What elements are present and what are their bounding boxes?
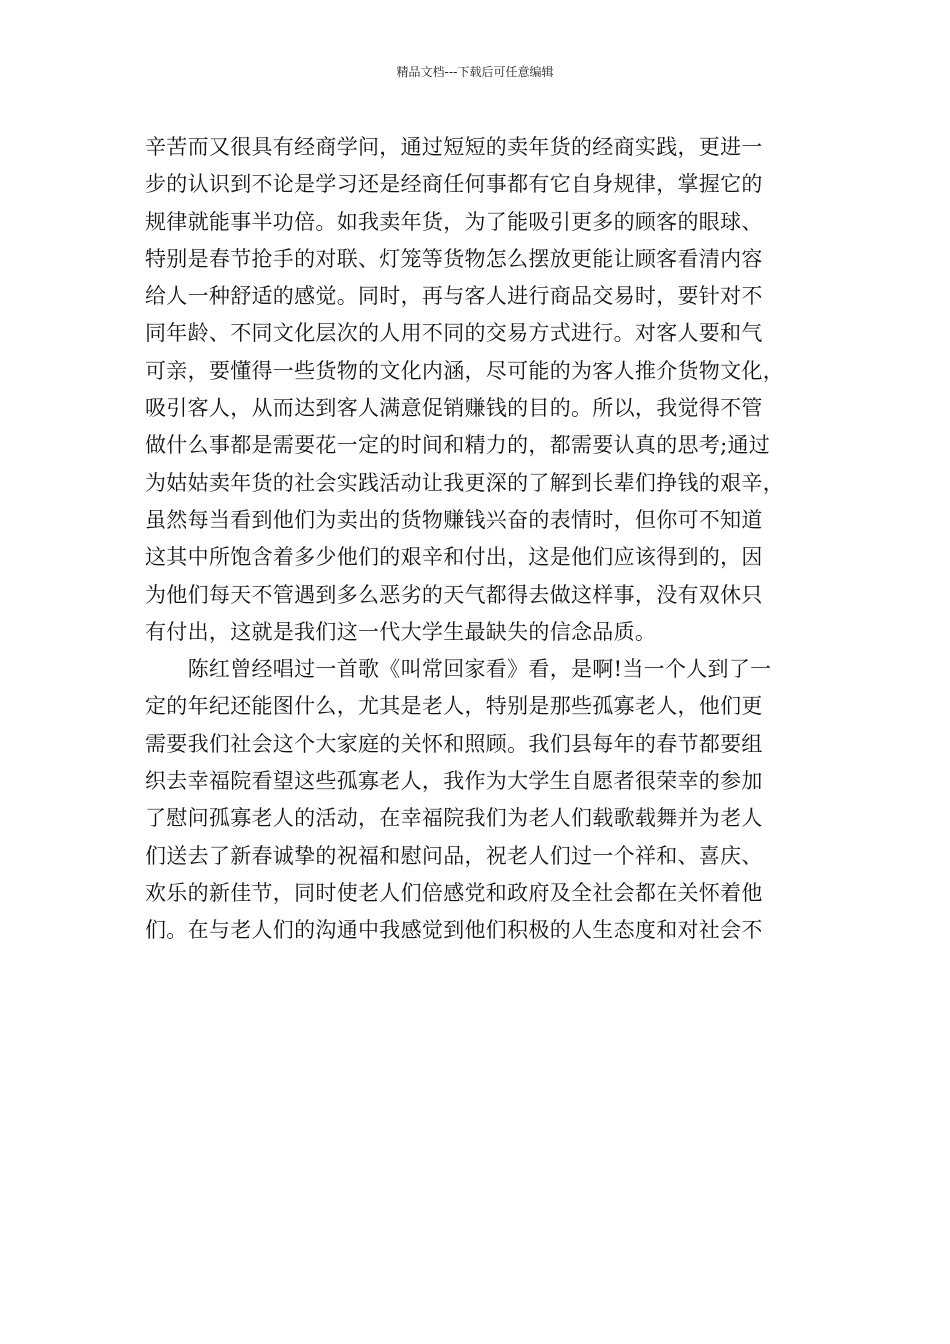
text-line: 定的年纪还能图什么，尤其是老人，特别是那些孤寡老人，他们更 — [145, 694, 763, 719]
text-line: 步的认识到不论是学习还是经商任何事都有它自身规律，掌握它的 — [145, 172, 763, 197]
text-line: 同年龄、不同文化层次的人用不同的交易方式进行。对客人要和气 — [145, 321, 763, 346]
text-line: 特别是春节抢手的对联、灯笼等货物怎么摆放更能让顾客看清内容 — [145, 246, 763, 271]
text-line: 为他们每天不管遇到多么恶劣的天气都得去做这样事，没有双休只 — [145, 582, 763, 607]
text-line: 了慰问孤寡老人的活动，在幸福院我们为老人们载歌载舞并为老人 — [145, 806, 763, 831]
text-line: 们。在与老人们的沟通中我感觉到他们积极的人生态度和对社会不 — [145, 918, 763, 943]
text-line: 辛苦而又很具有经商学问，通过短短的卖年货的经商实践，更进一 — [145, 135, 763, 159]
text-line: 规律就能事半功倍。如我卖年货，为了能吸引更多的顾客的眼球、 — [145, 209, 763, 234]
text-line: 欢乐的新佳节，同时使老人们倍感党和政府及全社会都在关怀着他 — [145, 880, 763, 905]
text-line: 这其中所饱含着多少他们的艰辛和付出，这是他们应该得到的，因 — [145, 545, 763, 570]
document-body — [145, 129, 810, 950]
text-line: 虽然每当看到他们为卖出的货物赚钱兴奋的表情时，但你可不知道 — [145, 507, 763, 532]
text-line: 有付出，这就是我们这一代大学生最缺失的信念品质。 — [145, 619, 657, 644]
page-header: 精品文档---下载后可任意编辑 — [396, 65, 554, 79]
text-line: 吸引客人，从而达到客人满意促销赚钱的目的。所以，我觉得不管 — [145, 396, 763, 421]
text-line: 织去幸福院看望这些孤寡老人，我作为大学生自愿者很荣幸的参加 — [145, 769, 763, 794]
text-line: 给人一种舒适的感觉。同时，再与客人进行商品交易时，要针对不 — [145, 284, 763, 309]
paragraph-start-line: 陈红曾经唱过一首歌《叫常回家看》看，是啊!当一个人到了一 — [145, 657, 772, 682]
text-line: 需要我们社会这个大家庭的关怀和照顾。我们县每年的春节都要组 — [145, 731, 763, 756]
text-line: 们送去了新春诚挚的祝福和慰问品，祝老人们过一个祥和、喜庆、 — [145, 843, 763, 868]
text-line: 可亲，要懂得一些货物的文化内涵，尽可能的为客人推介货物文化， — [145, 358, 784, 383]
text-line: 为姑姑卖年货的社会实践活动让我更深的了解到长辈们挣钱的艰辛， — [145, 470, 784, 495]
text-line: 做什么事都是需要花一定的时间和精力的，都需要认真的思考;通过 — [145, 433, 771, 458]
